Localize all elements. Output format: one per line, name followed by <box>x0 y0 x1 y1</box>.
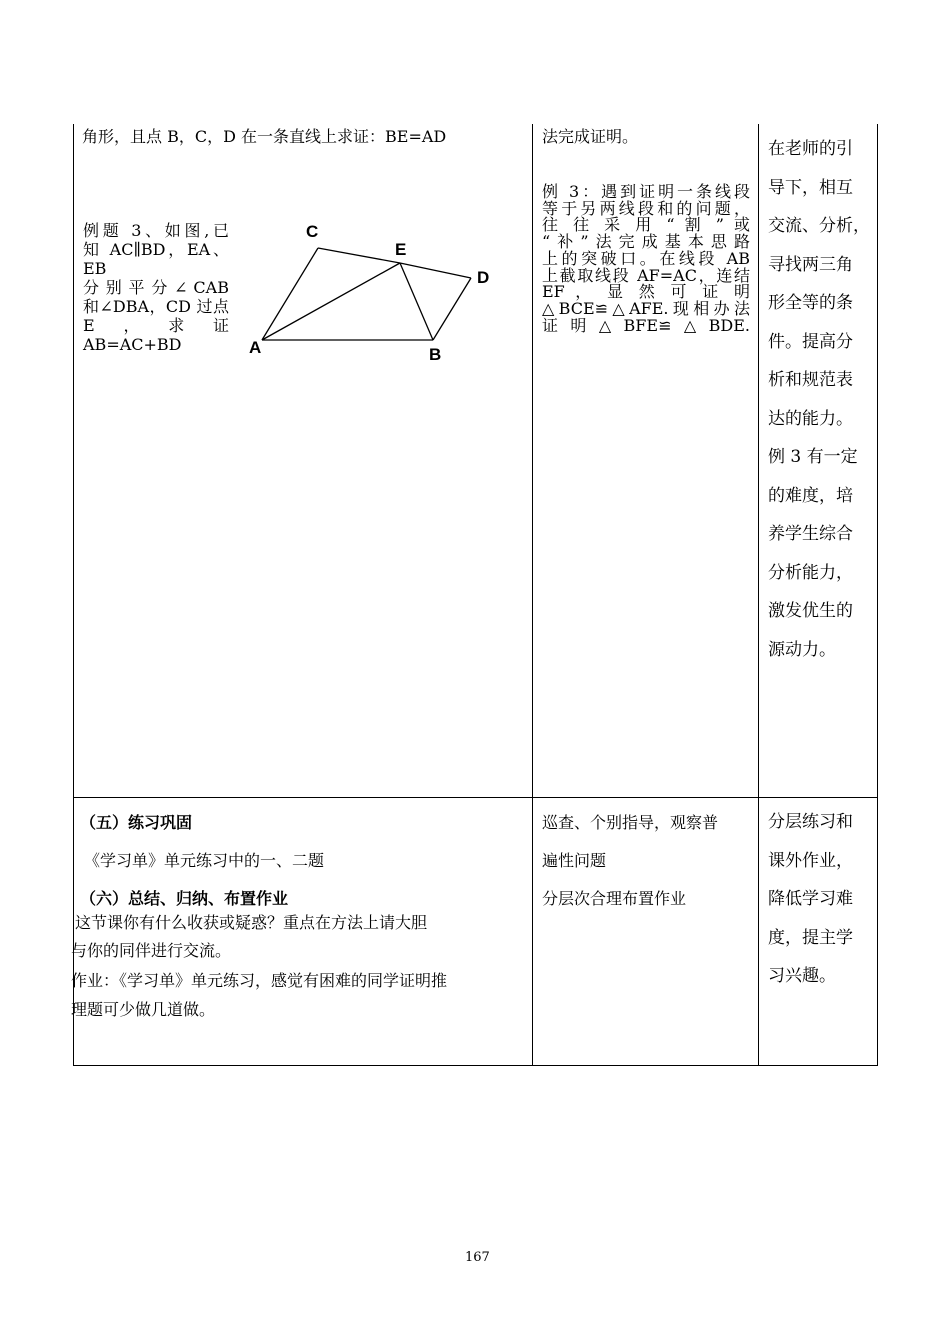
intent-line: 分析能力， <box>768 562 853 583</box>
label-C: C <box>306 222 319 241</box>
table-left-border <box>73 124 74 1066</box>
table-col-divider-2 <box>758 124 759 1066</box>
intent-line: 在老师的引 <box>768 139 853 159</box>
hint-line: 往 往 采 用 “ 割 ” 或 <box>542 215 750 235</box>
intent-line: 交流、分析， <box>768 216 870 236</box>
intent-line: 达的能力。 <box>768 408 853 429</box>
label-A: A <box>249 338 262 357</box>
summary-line-1: 这节课你有什么收获或疑惑？重点在方法上请大胆 <box>75 913 428 932</box>
table-row-divider <box>73 797 878 798</box>
segment-CE <box>318 248 400 263</box>
intent-line: 习兴趣。 <box>768 966 836 986</box>
hint-line: 等于另两线段和的问题， <box>542 198 750 218</box>
hint-line: 上截取线段 AF=AC，连结 <box>542 265 750 285</box>
teacher-activity-2: 遍性问题 <box>542 851 607 870</box>
teacher-activity-3: 分层次合理布置作业 <box>542 889 687 908</box>
hint-line: 例 3：遇到证明一条线段 <box>542 182 750 201</box>
segment-EB <box>400 263 433 340</box>
example3-statement <box>83 221 229 354</box>
row1-design-intent <box>768 130 870 669</box>
teacher-activity-1: 巡查、个别指导，观察普 <box>542 813 719 832</box>
practice-assignment: 《学习单》单元练习中的一、二题 <box>84 851 325 870</box>
intent-line: 导下，相互 <box>768 177 853 198</box>
intent-line: 分层练习和 <box>768 812 853 832</box>
table-col-divider-1 <box>532 124 533 1066</box>
page-number: 167 <box>465 1250 490 1265</box>
intent-line: 养学生综合 <box>768 524 853 544</box>
intent-line: 寻找两三角 <box>768 254 853 275</box>
example3-line: E，求证 AB=AC+BD <box>83 316 229 354</box>
table-bottom-border <box>73 1065 878 1066</box>
hint-line: 证明△BFE≌△BDE. <box>542 315 750 335</box>
hint-line: △BCE≌△AFE.现相办法 <box>542 298 750 318</box>
label-B: B <box>429 345 442 364</box>
intent-line: 降低学习难 <box>768 889 853 909</box>
example3-line: 例题 3、如图,已 <box>83 221 229 240</box>
example3-hint <box>542 184 750 334</box>
label-D: D <box>477 268 490 287</box>
intent-line: 度，提主学 <box>768 927 853 948</box>
geometry-figure <box>240 215 510 370</box>
table-right-border <box>877 124 878 1066</box>
intent-line: 激发优生的 <box>768 601 853 621</box>
hint-line: “补”法完成基本思路 <box>542 232 750 252</box>
intent-line: 形全等的条 <box>768 293 853 313</box>
section-heading-practice: （五）练习巩固 <box>80 813 193 832</box>
intent-line: 课外作业， <box>768 850 853 871</box>
example3-line: 分 别 平 分 ∠ CAB <box>83 278 229 297</box>
intent-line: 的难度，培 <box>768 485 853 506</box>
label-E: E <box>395 240 407 259</box>
row1-middle-top-text: 法完成证明。 <box>542 127 639 146</box>
segment-AE <box>262 263 400 340</box>
summary-line-2: 与你的同伴进行交流。 <box>71 941 232 960</box>
homework-line-1: 作业：《学习单》单元练习，感觉有困难的同学证明推 <box>71 971 448 990</box>
row1-left-top-text: 角形，且点 B，C，D 在一条直线上求证：BE=AD <box>82 127 447 146</box>
intent-line: 例 3 有一定 <box>768 447 858 467</box>
segment-DB <box>433 278 471 340</box>
intent-line: 件。提高分 <box>768 331 853 352</box>
row2-design-intent <box>768 803 853 996</box>
hint-line: EF ， 显 然 可 证 明 <box>542 282 750 302</box>
example3-line: 和∠DBA，CD 过点 <box>83 297 229 316</box>
segment-ED <box>400 263 471 278</box>
intent-line: 源动力。 <box>768 639 836 660</box>
segment-AC <box>262 248 318 340</box>
homework-line-2: 理题可少做几道做。 <box>71 1000 216 1019</box>
example3-line: 知 AC∥BD，EA、EB <box>83 240 229 278</box>
section-heading-summary: （六）总结、归纳、布置作业 <box>80 889 289 908</box>
hint-line: 上的突破口。在线段 AB <box>542 248 750 268</box>
intent-line: 析和规范表 <box>768 370 853 390</box>
